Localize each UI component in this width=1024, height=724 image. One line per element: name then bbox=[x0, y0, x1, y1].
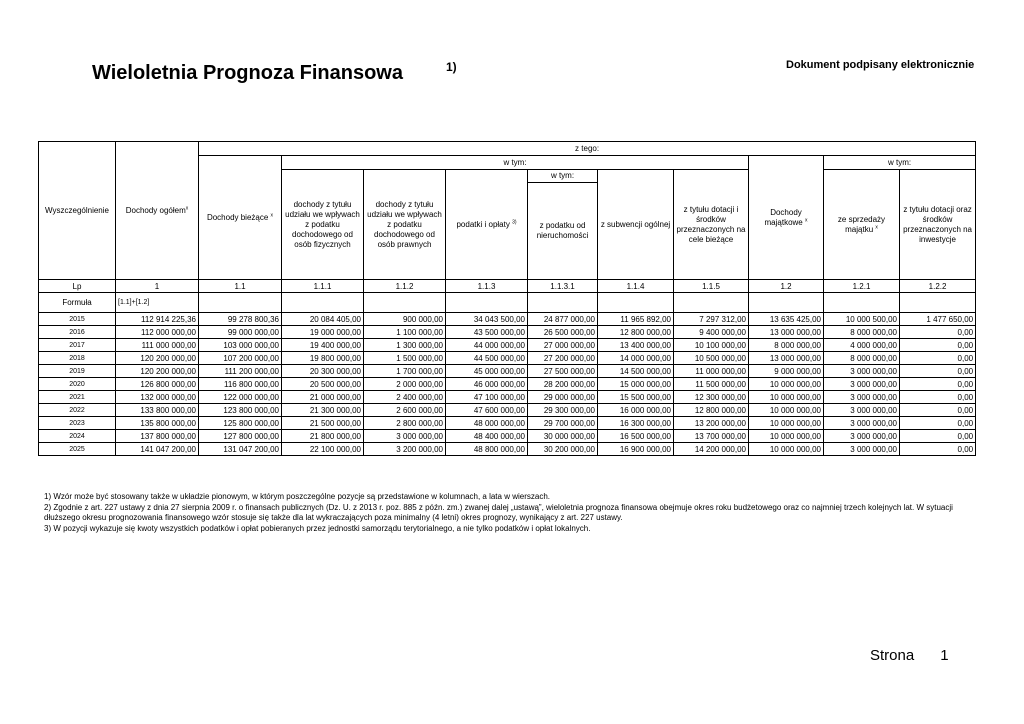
value-cell: 133 800 000,00 bbox=[116, 404, 199, 417]
value-cell: 28 200 000,00 bbox=[528, 378, 598, 391]
value-cell: 44 500 000,00 bbox=[446, 352, 528, 365]
value-cell: 12 800 000,00 bbox=[598, 326, 674, 339]
header-dotacji-biezace: z tytułu dotacji i środków przeznaczonych na cele bieżące bbox=[674, 170, 749, 280]
value-cell: 47 600 000,00 bbox=[446, 404, 528, 417]
value-cell: 47 100 000,00 bbox=[446, 391, 528, 404]
value-cell: 44 000 000,00 bbox=[446, 339, 528, 352]
year-cell: 2025 bbox=[39, 443, 116, 456]
value-cell: 0,00 bbox=[900, 417, 976, 430]
value-cell: 21 500 000,00 bbox=[282, 417, 364, 430]
forecast-table bbox=[38, 141, 976, 456]
value-cell: 141 047 200,00 bbox=[116, 443, 199, 456]
value-cell: 16 900 000,00 bbox=[598, 443, 674, 456]
footnote-1: 1) Wzór może być stosowany także w układzie pionowym, w którym poszczególne pozycje są przedstawione w kolumnach, a lata w wierszach. bbox=[44, 492, 550, 501]
value-cell: 15 500 000,00 bbox=[598, 391, 674, 404]
header-podatek-nieruchomosci: z podatku od nieruchomości bbox=[528, 183, 598, 280]
lp-number: 1.1 bbox=[199, 280, 282, 293]
value-cell: 2 000 000,00 bbox=[364, 378, 446, 391]
value-cell: 10 500 000,00 bbox=[674, 352, 749, 365]
value-cell: 137 800 000,00 bbox=[116, 430, 199, 443]
header-subwencji: z subwencji ogólnej bbox=[598, 170, 674, 280]
table-row bbox=[39, 391, 976, 404]
value-cell: 16 500 000,00 bbox=[598, 430, 674, 443]
value-cell: 900 000,00 bbox=[364, 313, 446, 326]
value-cell: 3 000 000,00 bbox=[824, 443, 900, 456]
year-cell: 2023 bbox=[39, 417, 116, 430]
value-cell: 13 200 000,00 bbox=[674, 417, 749, 430]
value-cell: 30 200 000,00 bbox=[528, 443, 598, 456]
header-dochody-biezace: Dochody bieżące $^x$ bbox=[199, 156, 282, 280]
value-cell: 46 000 000,00 bbox=[446, 378, 528, 391]
footnotes bbox=[44, 492, 974, 534]
value-cell: 1 700 000,00 bbox=[364, 365, 446, 378]
value-cell: 9 000 000,00 bbox=[749, 365, 824, 378]
value-cell: 0,00 bbox=[900, 391, 976, 404]
value-cell: 10 000 000,00 bbox=[749, 417, 824, 430]
value-cell: 2 400 000,00 bbox=[364, 391, 446, 404]
value-cell: 14 000 000,00 bbox=[598, 352, 674, 365]
value-cell: 127 800 000,00 bbox=[199, 430, 282, 443]
value-cell: 21 000 000,00 bbox=[282, 391, 364, 404]
value-cell: 4 000 000,00 bbox=[824, 339, 900, 352]
value-cell: 123 800 000,00 bbox=[199, 404, 282, 417]
value-cell: 112 914 225,36 bbox=[116, 313, 199, 326]
value-cell: 11 000 000,00 bbox=[674, 365, 749, 378]
value-cell: 27 500 000,00 bbox=[528, 365, 598, 378]
value-cell: 0,00 bbox=[900, 339, 976, 352]
value-cell: 0,00 bbox=[900, 443, 976, 456]
value-cell: 34 043 500,00 bbox=[446, 313, 528, 326]
value-cell: 125 800 000,00 bbox=[199, 417, 282, 430]
value-cell: 116 800 000,00 bbox=[199, 378, 282, 391]
value-cell: 107 200 000,00 bbox=[199, 352, 282, 365]
value-cell: 99 278 800,36 bbox=[199, 313, 282, 326]
value-cell: 10 000 000,00 bbox=[749, 443, 824, 456]
lp-row bbox=[39, 280, 976, 293]
header-wyszczegolnienie: Wyszczególnienie bbox=[39, 142, 116, 280]
year-cell: 2022 bbox=[39, 404, 116, 417]
header-podatki-oplaty: podatki i opłaty $^{3)}$ bbox=[446, 170, 528, 280]
value-cell: 14 500 000,00 bbox=[598, 365, 674, 378]
value-cell: 48 400 000,00 bbox=[446, 430, 528, 443]
value-cell: 135 800 000,00 bbox=[116, 417, 199, 430]
value-cell: 16 300 000,00 bbox=[598, 417, 674, 430]
signed-label: Dokument podpisany elektronicznie bbox=[786, 59, 975, 71]
value-cell: 19 000 000,00 bbox=[282, 326, 364, 339]
header-z-tego: z tego: bbox=[199, 142, 976, 156]
page-label: Strona bbox=[870, 647, 915, 664]
value-cell: 2 600 000,00 bbox=[364, 404, 446, 417]
header-w-tym-majatkowe: w tym: bbox=[824, 156, 976, 170]
value-cell: 20 084 405,00 bbox=[282, 313, 364, 326]
value-cell: 7 297 312,00 bbox=[674, 313, 749, 326]
table-row bbox=[39, 352, 976, 365]
lp-number: 1.2.2 bbox=[900, 280, 976, 293]
value-cell: 11 500 000,00 bbox=[674, 378, 749, 391]
footnote-marker: 1) bbox=[446, 60, 457, 74]
value-cell: 132 000 000,00 bbox=[116, 391, 199, 404]
value-cell: 112 000 000,00 bbox=[116, 326, 199, 339]
value-cell: 29 300 000,00 bbox=[528, 404, 598, 417]
lp-number: 1 bbox=[116, 280, 199, 293]
value-cell: 43 500 000,00 bbox=[446, 326, 528, 339]
value-cell: 120 200 000,00 bbox=[116, 352, 199, 365]
header-dochody-majatkowe: Dochody majątkowe $^x$ bbox=[749, 156, 824, 280]
value-cell: 20 500 000,00 bbox=[282, 378, 364, 391]
value-cell: 21 300 000,00 bbox=[282, 404, 364, 417]
year-rows bbox=[39, 313, 976, 456]
value-cell: 13 000 000,00 bbox=[749, 352, 824, 365]
value-cell: 0,00 bbox=[900, 430, 976, 443]
header-cit: dochody z tytułu udziału we wpływach z podatku dochodowego od osób prawnych bbox=[364, 170, 446, 280]
value-cell: 0,00 bbox=[900, 365, 976, 378]
table-row bbox=[39, 430, 976, 443]
value-cell: 12 300 000,00 bbox=[674, 391, 749, 404]
value-cell: 126 800 000,00 bbox=[116, 378, 199, 391]
value-cell: 111 200 000,00 bbox=[199, 365, 282, 378]
page-indicator bbox=[870, 647, 949, 664]
value-cell: 13 700 000,00 bbox=[674, 430, 749, 443]
year-cell: 2015 bbox=[39, 313, 116, 326]
value-cell: 24 877 000,00 bbox=[528, 313, 598, 326]
value-cell: 1 300 000,00 bbox=[364, 339, 446, 352]
value-cell: 19 800 000,00 bbox=[282, 352, 364, 365]
lp-number: 1.1.3 bbox=[446, 280, 528, 293]
year-cell: 2020 bbox=[39, 378, 116, 391]
value-cell: 122 000 000,00 bbox=[199, 391, 282, 404]
lp-label: Lp bbox=[39, 280, 116, 293]
value-cell: 8 000 000,00 bbox=[824, 352, 900, 365]
lp-number: 1.1.4 bbox=[598, 280, 674, 293]
value-cell: 3 000 000,00 bbox=[824, 430, 900, 443]
document-title: Wieloletnia Prognoza Finansowa bbox=[92, 62, 403, 84]
year-cell: 2017 bbox=[39, 339, 116, 352]
year-cell: 2024 bbox=[39, 430, 116, 443]
value-cell: 1 477 650,00 bbox=[900, 313, 976, 326]
value-cell: 120 200 000,00 bbox=[116, 365, 199, 378]
table-row bbox=[39, 404, 976, 417]
value-cell: 0,00 bbox=[900, 352, 976, 365]
lp-number: 1.1.5 bbox=[674, 280, 749, 293]
page-number: 1 bbox=[940, 647, 949, 664]
value-cell: 3 200 000,00 bbox=[364, 443, 446, 456]
value-cell: 111 000 000,00 bbox=[116, 339, 199, 352]
value-cell: 3 000 000,00 bbox=[824, 378, 900, 391]
value-cell: 1 100 000,00 bbox=[364, 326, 446, 339]
value-cell: 22 100 000,00 bbox=[282, 443, 364, 456]
header-dotacji-inwestycje: z tytułu dotacji oraz środków przeznaczonych na inwestycje bbox=[900, 170, 976, 280]
lp-number: 1.1.2 bbox=[364, 280, 446, 293]
value-cell: 11 965 892,00 bbox=[598, 313, 674, 326]
lp-number: 1.1.3.1 bbox=[528, 280, 598, 293]
table-row bbox=[39, 378, 976, 391]
year-cell: 2019 bbox=[39, 365, 116, 378]
value-cell: 131 047 200,00 bbox=[199, 443, 282, 456]
value-cell: 14 200 000,00 bbox=[674, 443, 749, 456]
value-cell: 9 400 000,00 bbox=[674, 326, 749, 339]
value-cell: 103 000 000,00 bbox=[199, 339, 282, 352]
value-cell: 3 000 000,00 bbox=[824, 391, 900, 404]
footnote-2: 2) Zgodnie z art. 227 ustawy z dnia 27 sierpnia 2009 r. o finansach publicznych (Dz. U. z 2013 r. poz. 885 z późn. zm.) zwanej dalej „ustawą”, wieloletnia prognoza finansowa obejmuje okres roku budżetowego oraz co najmniej trzech kolejnych lat. W sytuacji dłuższego okresu prognozowania finansowego wzór stosuje się także dla lat wykraczających poza minimalny (4 letni) okres prognozy, wynikający z art. 227 ustawy. bbox=[44, 502, 953, 522]
table-row bbox=[39, 326, 976, 339]
value-cell: 45 000 000,00 bbox=[446, 365, 528, 378]
value-cell: 10 000 000,00 bbox=[749, 404, 824, 417]
header-dochody-ogolem: Dochody ogółem$^x$ bbox=[116, 142, 199, 280]
value-cell: 1 500 000,00 bbox=[364, 352, 446, 365]
table-row bbox=[39, 417, 976, 430]
value-cell: 10 100 000,00 bbox=[674, 339, 749, 352]
value-cell: 48 000 000,00 bbox=[446, 417, 528, 430]
lp-number: 1.2 bbox=[749, 280, 824, 293]
value-cell: 8 000 000,00 bbox=[749, 339, 824, 352]
table-row bbox=[39, 443, 976, 456]
header-w-tym-biezace: w tym: bbox=[282, 156, 749, 170]
value-cell: 10 000 000,00 bbox=[749, 378, 824, 391]
value-cell: 99 000 000,00 bbox=[199, 326, 282, 339]
value-cell: 13 635 425,00 bbox=[749, 313, 824, 326]
table-row bbox=[39, 313, 976, 326]
table-row bbox=[39, 339, 976, 352]
value-cell: 26 500 000,00 bbox=[528, 326, 598, 339]
year-cell: 2018 bbox=[39, 352, 116, 365]
header-pit: dochody z tytułu udziału we wpływach z podatku dochodowego od osób fizycznych bbox=[282, 170, 364, 280]
value-cell: 20 300 000,00 bbox=[282, 365, 364, 378]
value-cell: 0,00 bbox=[900, 404, 976, 417]
year-cell: 2021 bbox=[39, 391, 116, 404]
value-cell: 30 000 000,00 bbox=[528, 430, 598, 443]
value-cell: 48 800 000,00 bbox=[446, 443, 528, 456]
formula-row bbox=[39, 293, 976, 313]
value-cell: 19 400 000,00 bbox=[282, 339, 364, 352]
value-cell: 29 000 000,00 bbox=[528, 391, 598, 404]
header-sprzedazy: ze sprzedaży majątku $^x$ bbox=[824, 170, 900, 280]
value-cell: 0,00 bbox=[900, 326, 976, 339]
year-cell: 2016 bbox=[39, 326, 116, 339]
value-cell: 10 000 000,00 bbox=[749, 391, 824, 404]
value-cell: 13 000 000,00 bbox=[749, 326, 824, 339]
value-cell: 27 200 000,00 bbox=[528, 352, 598, 365]
formula-value: [1.1]+[1.2] bbox=[116, 293, 199, 313]
value-cell: 29 700 000,00 bbox=[528, 417, 598, 430]
header-w-tym-podatki: w tym: bbox=[528, 170, 598, 183]
value-cell: 15 000 000,00 bbox=[598, 378, 674, 391]
value-cell: 16 000 000,00 bbox=[598, 404, 674, 417]
value-cell: 0,00 bbox=[900, 378, 976, 391]
value-cell: 3 000 000,00 bbox=[824, 404, 900, 417]
value-cell: 3 000 000,00 bbox=[364, 430, 446, 443]
value-cell: 21 800 000,00 bbox=[282, 430, 364, 443]
value-cell: 3 000 000,00 bbox=[824, 365, 900, 378]
value-cell: 10 000 000,00 bbox=[749, 430, 824, 443]
value-cell: 2 800 000,00 bbox=[364, 417, 446, 430]
value-cell: 13 400 000,00 bbox=[598, 339, 674, 352]
value-cell: 3 000 000,00 bbox=[824, 417, 900, 430]
value-cell: 12 800 000,00 bbox=[674, 404, 749, 417]
value-cell: 27 000 000,00 bbox=[528, 339, 598, 352]
value-cell: 10 000 500,00 bbox=[824, 313, 900, 326]
table-row bbox=[39, 365, 976, 378]
formula-label: Formuła bbox=[39, 293, 116, 313]
footnote-3: 3) W pozycji wykazuje się kwoty wszystkich podatków i opłat pobieranych przez jednostki samorządu terytorialnego, a nie tylko podatków i opłat lokalnych. bbox=[44, 523, 591, 533]
lp-number: 1.1.1 bbox=[282, 280, 364, 293]
value-cell: 8 000 000,00 bbox=[824, 326, 900, 339]
lp-number: 1.2.1 bbox=[824, 280, 900, 293]
